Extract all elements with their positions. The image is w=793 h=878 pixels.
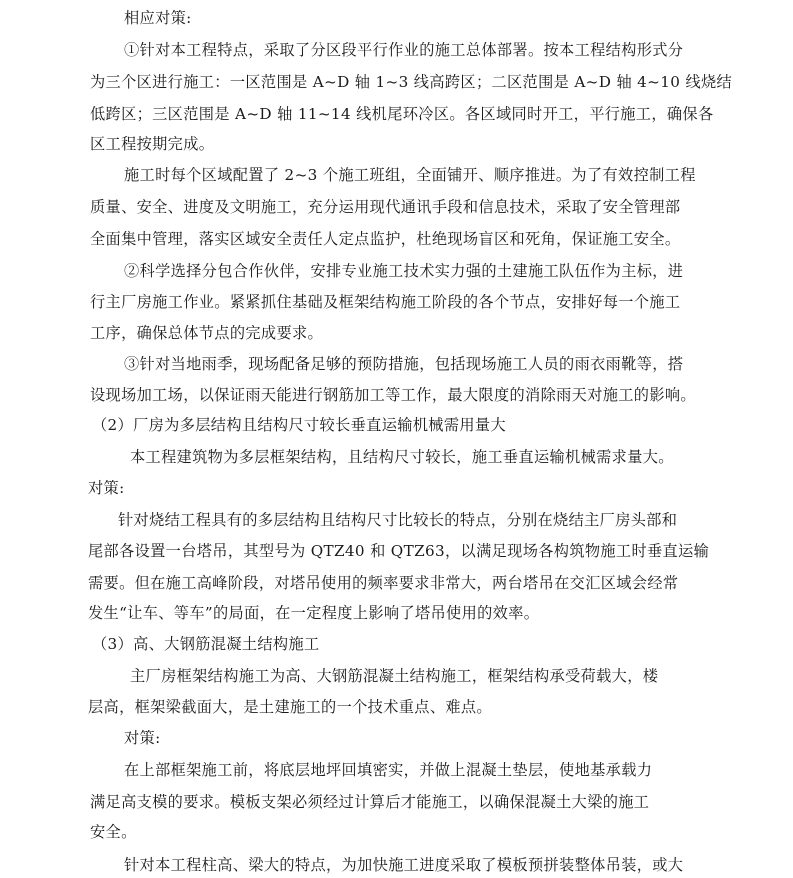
- text-line: 本工程建筑物为多层框架结构，且结构尺寸较长，施工垂直运输机械需求量大。: [130, 448, 674, 466]
- text-line: 施工时每个区域配置了 2~3 个施工班组，全面铺开、顺序推进。为了有效控制工程: [124, 166, 696, 184]
- text-line-strategy-heading: 对策:: [88, 479, 125, 497]
- text-line: ①针对本工程特点，采取了分区段平行作业的施工总体部署。按本工程结构形式分: [124, 41, 684, 59]
- text-line: 在上部框架施工前，将底层地坪回填密实，并做上混凝土垫层，使地基承载力: [124, 761, 653, 779]
- text-line-strategy-heading: 相应对策:: [124, 9, 192, 27]
- text-line: 全面集中管理，落实区域安全责任人定点监护，杜绝现场盲区和死角，保证施工安全。: [90, 230, 681, 248]
- text-line: 需要。但在施工高峰阶段，对塔吊使用的频率要求非常大，两台塔吊在交汇区域会经常: [88, 574, 679, 592]
- text-line: 尾部各设置一台塔吊，其型号为 QTZ40 和 QTZ63，以满足现场各构筑物施工时垂直运输: [88, 542, 710, 560]
- text-line: ③针对当地雨季，现场配备足够的预防措施，包括现场施工人员的雨衣雨靴等，搭: [124, 355, 684, 373]
- text-line: 安全。: [90, 823, 137, 841]
- text-line: 质量、安全、进度及文明施工，充分运用现代通讯手段和信息技术，采取了安全管理部: [90, 198, 681, 216]
- text-line: 针对烧结工程具有的多层结构且结构尺寸比较长的特点，分别在烧结主厂房头部和: [118, 511, 678, 529]
- section-heading-3: （3）高、大钢筋混凝土结构施工: [92, 635, 320, 653]
- text-line: 为三个区进行施工：一区范围是 A~D 轴 1~3 线高跨区；二区范围是 A~D 轴 4~10 线烧结: [90, 73, 733, 91]
- text-line: 设现场加工场，以保证雨天能进行钢筋加工等工作，最大限度的消除雨天对施工的影响。: [90, 386, 696, 404]
- text-line: 针对本工程柱高、梁大的特点，为加快施工进度采取了模板预拼装整体吊装，或大: [124, 856, 684, 874]
- text-line: 满足高支模的要求。模板支架必须经过计算后才能施工，以确保混凝土大梁的施工: [90, 793, 650, 811]
- text-line-strategy-heading: 对策:: [124, 729, 161, 747]
- text-line: 低跨区；三区范围是 A~D 轴 11~14 线机尾环冷区。各区域同时开工，平行施工，确保各: [90, 105, 714, 123]
- text-line: 层高，框架梁截面大，是土建施工的一个技术重点、难点。: [88, 698, 492, 716]
- section-heading-2: （2）厂房为多层结构且结构尺寸较长垂直运输机械需用量大: [92, 416, 506, 434]
- text-line: 主厂房框架结构施工为高、大钢筋混凝土结构施工，框架结构承受荷载大，楼: [130, 667, 659, 685]
- text-line: 区工程按期完成。: [90, 135, 215, 153]
- text-line: ②科学选择分包合作伙伴，安排专业施工技术实力强的土建施工队伍作为主标，进: [124, 262, 684, 280]
- text-line: 工序，确保总体节点的完成要求。: [90, 324, 324, 342]
- text-line: 发生“让车、等车”的局面，在一定程度上影响了塔吊使用的效率。: [88, 604, 540, 622]
- text-line: 行主厂房施工作业。紧紧抓住基础及框架结构施工阶段的各个节点，安排好每一个施工: [90, 293, 681, 311]
